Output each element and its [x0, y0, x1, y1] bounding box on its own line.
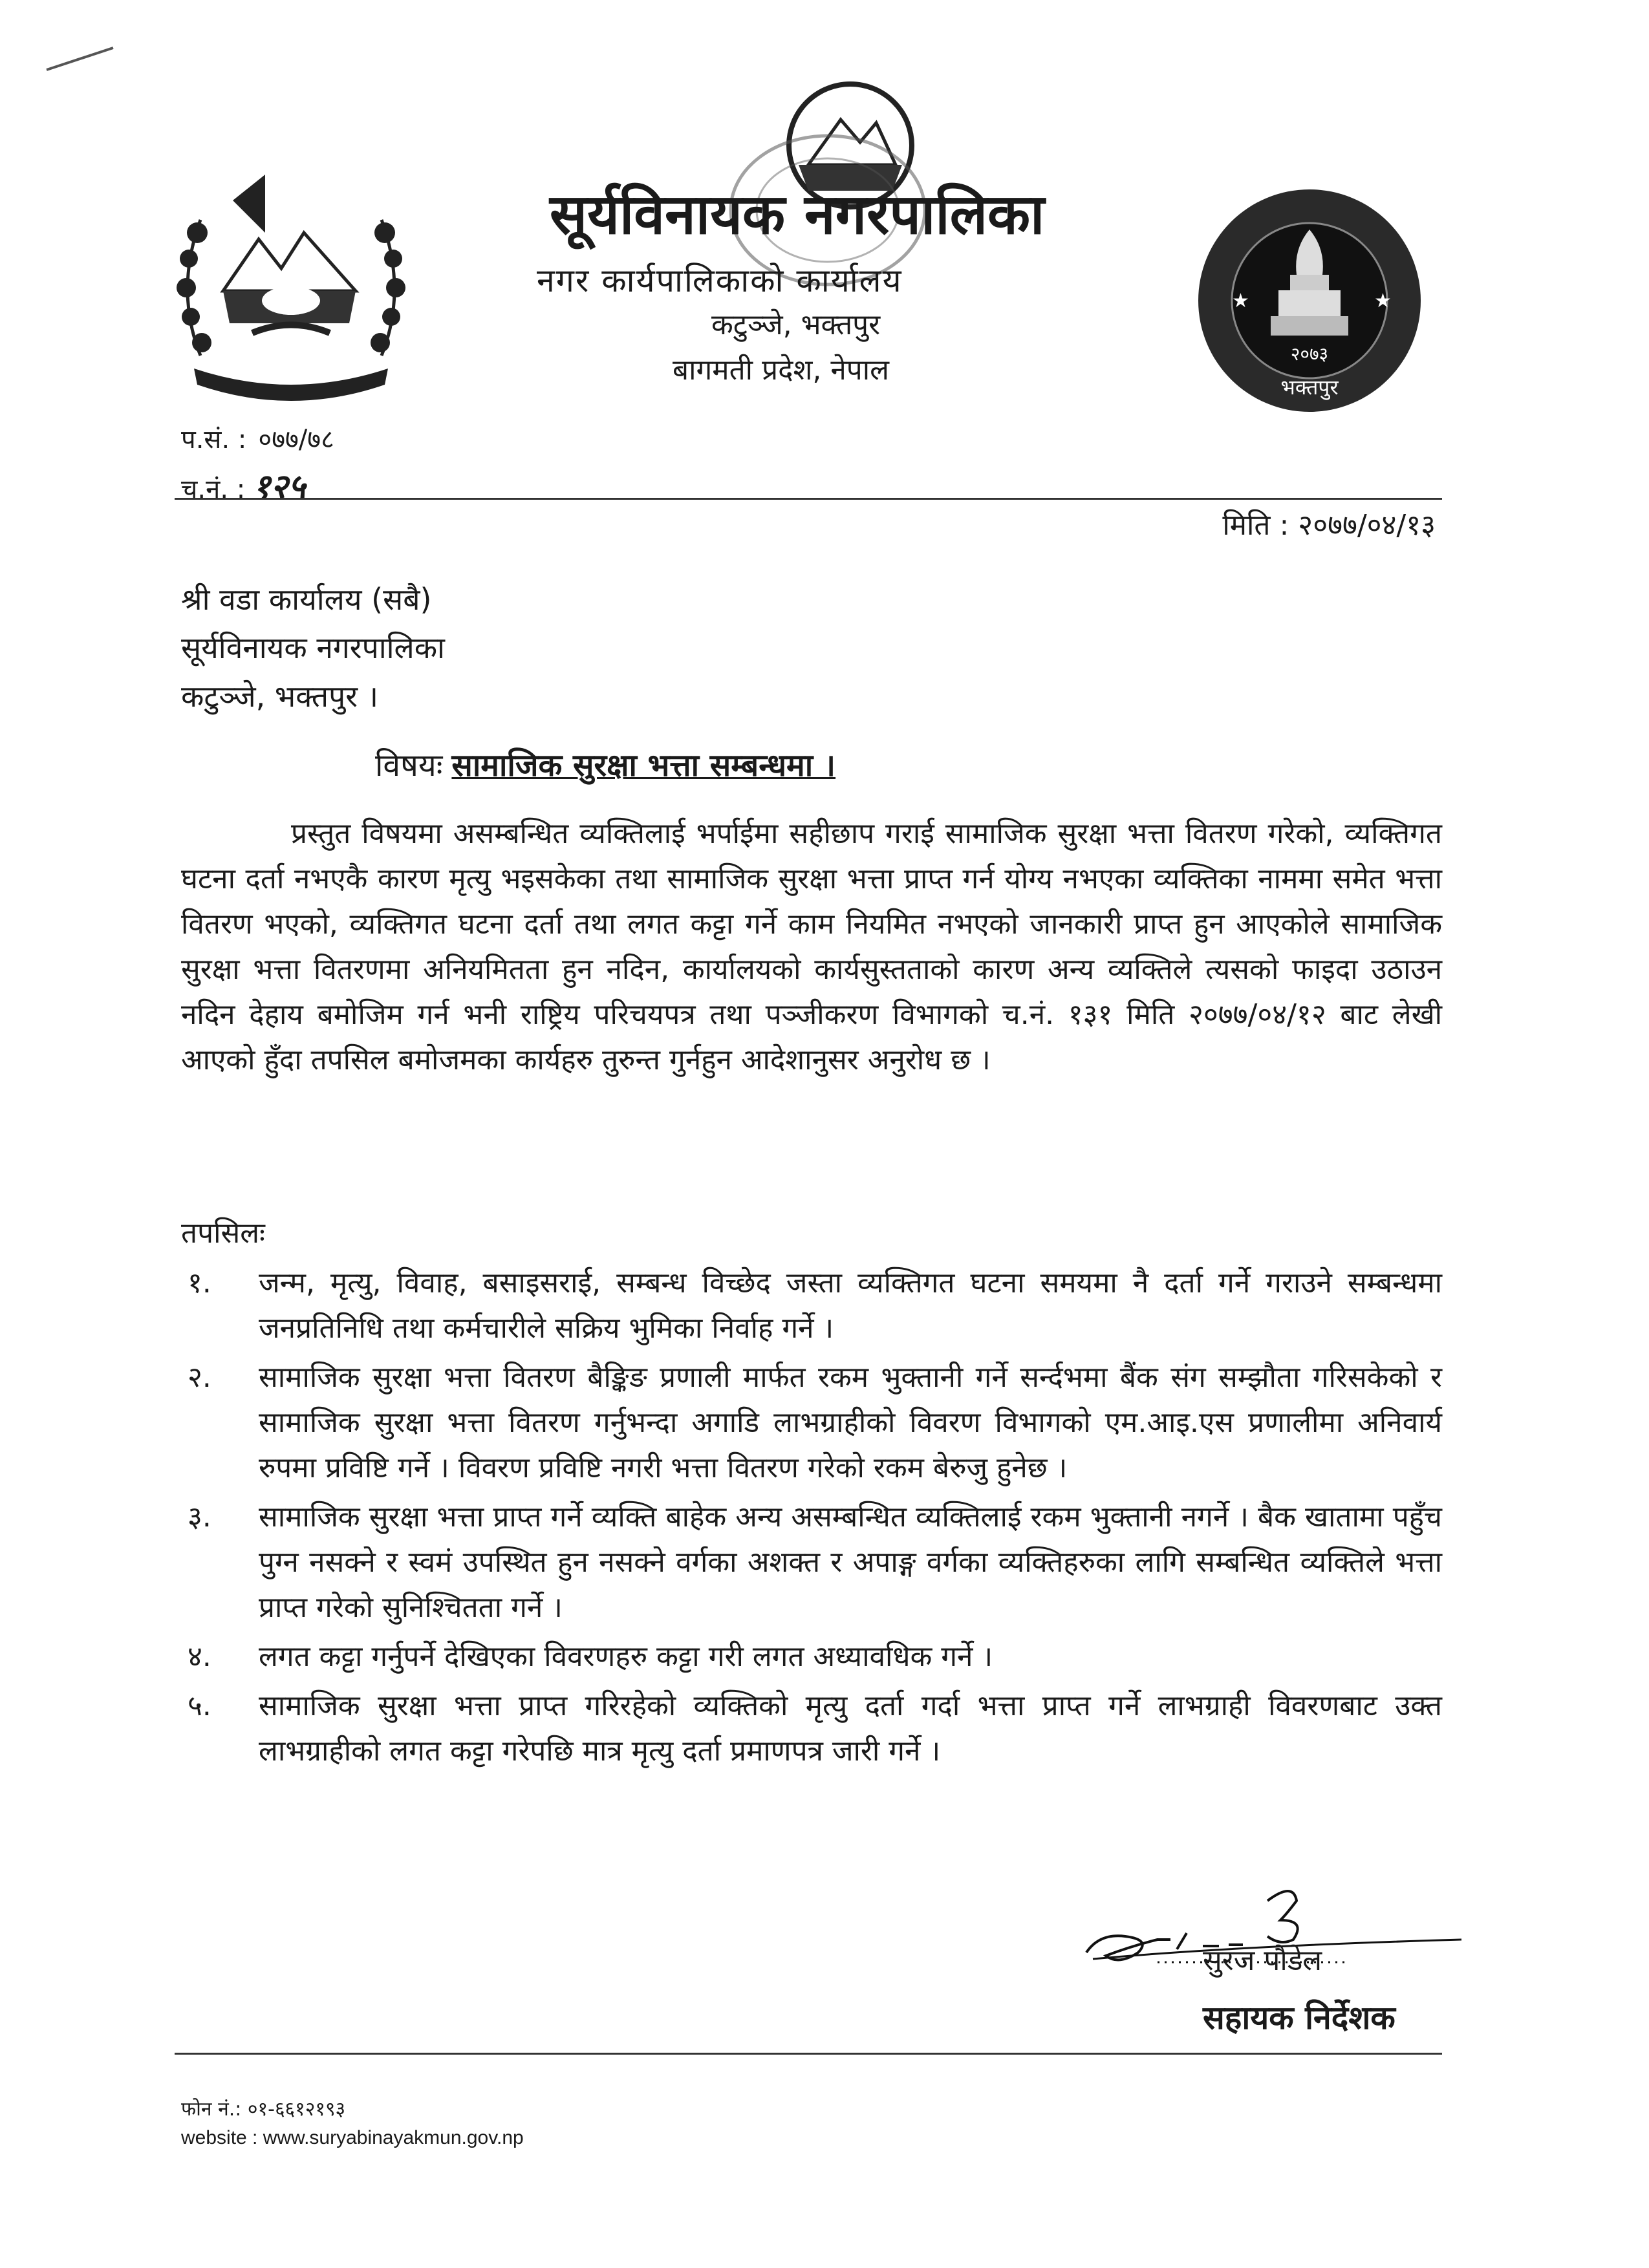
pen-mark — [45, 45, 116, 71]
letter-body: प्रस्तुत विषयमा असम्बन्धित व्यक्तिलाई भर्पाईमा सहीछाप गराई सामाजिक सुरक्षा भत्ता वितरण गरेको, व्यक्तिगत घटना दर्ता नभएकै कारण मृत्यु भइसकेका तथा सामाजिक सुरक्षा भत्ता प्राप्त गर्न योग्य नभएका व्यक्तिका नाममा समेत भत्ता वितरण भएको, व्यक्तिगत घटना दर्ता तथा लगत कट्टा गर्ने काम नियमित नभएको जानकारी प्राप्त हुन आएकोले सामाजिक सुरक्षा भत्ता वितरणमा अनियमितता हुन नदिन, कार्यालयको कार्यसुस्तताको कारण अन्य व्यक्तिले त्यसको फाइदा उठाउन नदिन देहाय बमोजिम गर्न भनी राष्ट्रिय परिचयपत्र तथा पञ्जीकरण विभागको च.नं. १३१ मिति २०७७/०४/१२ बाट लेखी आएको हुँदा तपसिल बमोजमका कार्यहरु तुरुन्त गुर्नहुन आदेशानुसर अनुरोध छ । — [181, 817, 1442, 1076]
item-text: सामाजिक सुरक्षा भत्ता प्राप्त गर्ने व्यक्ति बाहेक अन्य असम्बन्धित व्यक्तिलाई रकम भुक्तानी नगर्ने । बैक खातामा पहुँच पुग्न नसक्ने र स्वमं उपस्थित हुन नसक्ने वर्गका अशक्त र अपाङ्ग वर्गका व्यक्तिहरुका लागि सम्बन्धित व्यक्तिले भत्ता प्राप्त गरेको सुनिश्चितता गर्ने । — [259, 1501, 1442, 1624]
item-number: ५. — [188, 1689, 211, 1722]
office-address-line1: कटुञ्जे, भक्तपुर — [711, 308, 881, 341]
addressee-line2: सूर्यविनायक नगरपालिका — [181, 630, 445, 665]
item-number: २. — [188, 1361, 211, 1394]
addressee-line1: श्री वडा कार्यालय (सबै) — [181, 582, 432, 617]
svg-text:★: ★ — [1232, 290, 1249, 312]
list-item — [181, 1355, 1442, 1491]
item-number: ४. — [188, 1640, 211, 1673]
office-address-line2: बागमती प्रदेश, नेपाल — [673, 354, 889, 387]
item-text: सामाजिक सुरक्षा भत्ता प्राप्त गरिरहेको व्यक्तिको मृत्यु दर्ता गर्दा भत्ता प्राप्त गर्ने लाभग्राही विवरणबाट उक्त लाभग्राहीको लगत कट्टा गरेपछि मात्र मृत्यु दर्ता प्रमाणपत्र जारी गर्ने । — [259, 1689, 1442, 1768]
details-heading: तपसिलः — [181, 1217, 265, 1250]
ps-label: प.सं. : — [181, 425, 247, 455]
office-name: सूर्यविनायक नगरपालिका — [550, 182, 1045, 247]
list-item — [181, 1634, 1442, 1680]
addressee-line3: कटुञ्जे, भक्तपुर । — [181, 679, 379, 714]
reference-ps — [181, 420, 334, 456]
footer-phone: फोन नं.: ०१-६६१२१९३ — [181, 2098, 346, 2121]
footer-website: website : www.suryabinayakmun.gov.np — [181, 2127, 524, 2148]
item-number: ३. — [188, 1501, 211, 1534]
item-text: जन्म, मृत्यु, विवाह, बसाइसराई, सम्बन्ध विच्छेद जस्ता व्यक्तिगत घटना समयमा नै दर्ता गर्ने गराउने सम्बन्धमा जनप्रतिनिधि तथा कर्मचारीले सक्रिय भुमिका निर्वाह गर्ने । — [259, 1267, 1442, 1345]
seal-year: २०७३ — [1290, 343, 1329, 365]
item-text: सामाजिक सुरक्षा भत्ता वितरण बैङ्किङ प्रणाली मार्फत रकम भुक्तानी गर्ने सर्न्दभमा बैंक संग सम्झौता गरिसकेको र सामाजिक सुरक्षा भत्ता वितरण गर्नुभन्दा अगाडि लाभग्राहीको विवरण विभागको एम.आइ.एस प्रणालीमा अनिवार्य रुपमा प्रविष्टि गर्ने । विवरण प्रविष्टि नगरी भत्ता वितरण गरेको रकम बेरुजु हुनेछ । — [259, 1361, 1442, 1484]
svg-text:★: ★ — [1374, 290, 1392, 312]
ps-value: ०७७/७८ — [258, 425, 334, 455]
signer-name: सुरज पौडेल — [1203, 1944, 1322, 1977]
seal-place: भक्तपुर — [1280, 375, 1339, 400]
subject-text: सामाजिक सुरक्षा भत्ता सम्बन्धमा । — [451, 747, 836, 784]
footer-divider — [175, 2053, 1442, 2055]
cn-label: च.नं. : — [181, 475, 246, 504]
signer-title: सहायक निर्देशक — [1203, 1999, 1396, 2037]
letter-date: मिति : २०७७/०४/१३ — [1222, 509, 1436, 542]
government-emblem — [162, 162, 420, 407]
item-number: १. — [188, 1267, 211, 1300]
item-text: लगत कट्टा गर्नुपर्ने देखिएका विवरणहरु कट्टा गरी लगत अध्यावधिक गर्ने । — [259, 1640, 993, 1673]
reference-cn — [181, 462, 305, 508]
office-subtitle: नगर कार्यपालिकाको कार्यालय — [537, 262, 903, 299]
header-divider — [175, 498, 1442, 500]
subject-line — [375, 744, 835, 786]
details-list — [181, 1261, 1442, 1778]
municipality-seal — [1193, 184, 1426, 417]
cn-value: १२५ — [253, 467, 306, 506]
subject-label: विषयः — [375, 747, 443, 784]
list-item — [181, 1684, 1442, 1774]
list-item — [181, 1495, 1442, 1631]
list-item — [181, 1261, 1442, 1351]
